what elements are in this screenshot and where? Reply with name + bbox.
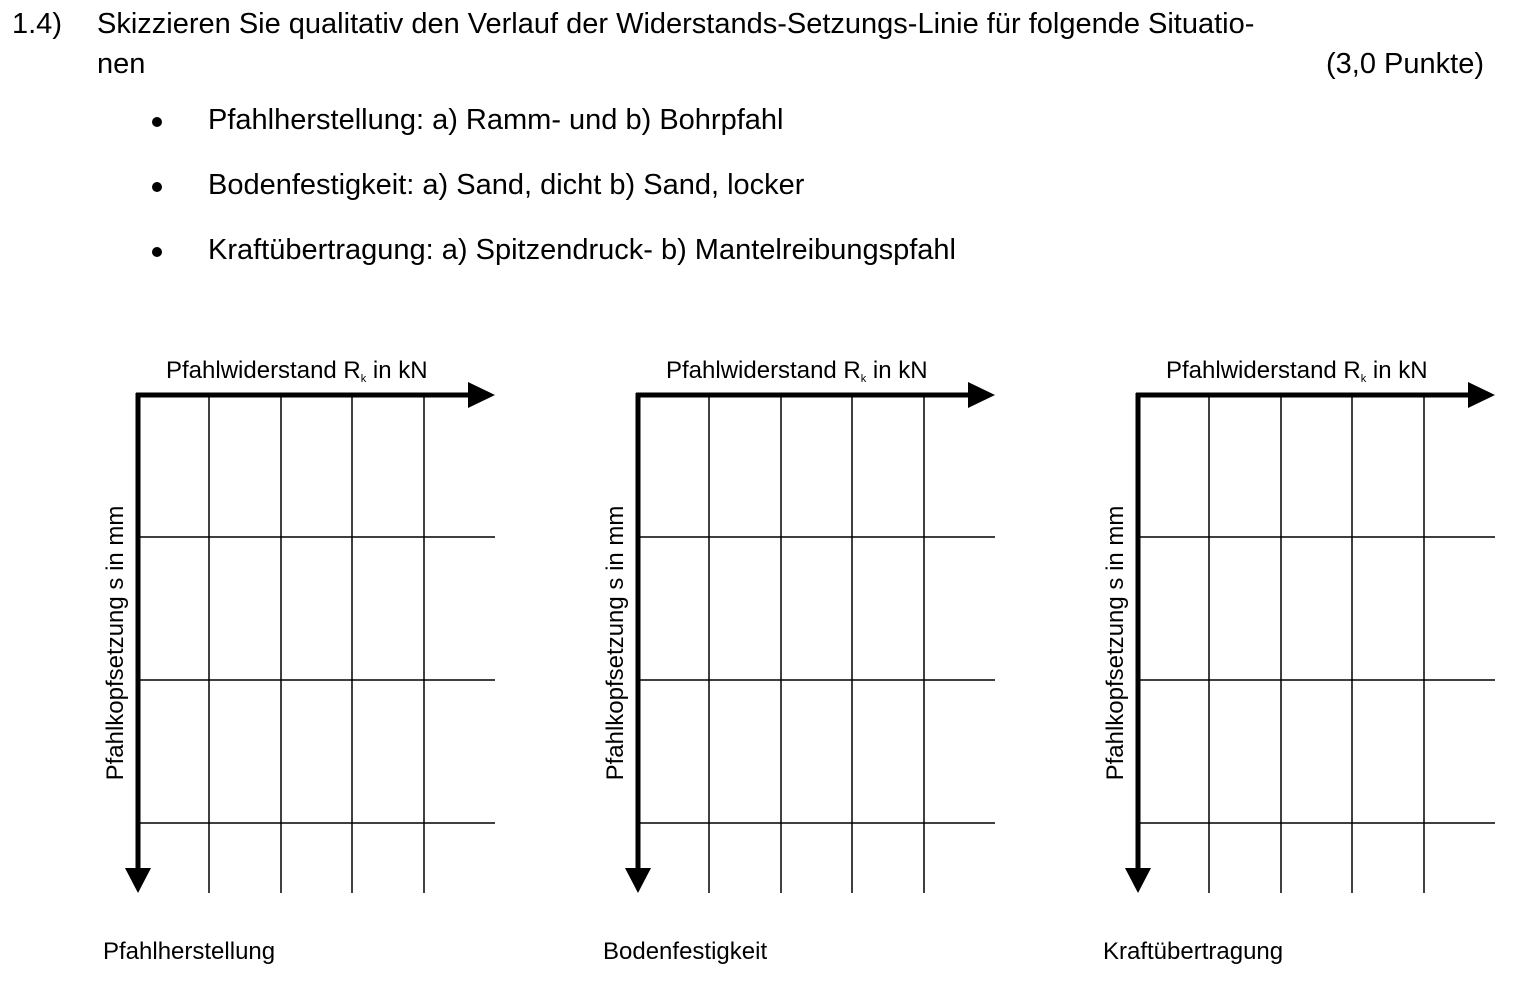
diagram-pfahlherstellung xyxy=(102,357,495,965)
x-axis-arrow-icon xyxy=(468,382,495,408)
y-axis-label: Pfahlkopfsetzung s in mm xyxy=(602,505,629,781)
situation-item-label: Kraftübertragung: a) Spitzendruck- b) Mantelreibungspfahl xyxy=(208,234,956,266)
y-axis-arrow-icon xyxy=(125,868,151,893)
x-axis-arrow-icon xyxy=(1468,382,1495,408)
question-line-1: Skizzieren Sie qualitativ den Verlauf der Widerstands-Setzungs-Linie für folgende Situatio- xyxy=(97,8,1255,40)
question-number: 1.4) xyxy=(12,8,62,40)
y-axis-label: Pfahlkopfsetzung s in mm xyxy=(1102,505,1129,781)
question-points: (3,0 Punkte) xyxy=(1326,48,1484,80)
grid xyxy=(138,395,495,893)
question-line-2: nen xyxy=(97,48,146,80)
grid xyxy=(638,395,995,893)
x-axis-arrow-icon xyxy=(968,382,995,408)
situation-item-label: Pfahlherstellung: a) Ramm- und b) Bohrpfahl xyxy=(208,104,784,136)
grid xyxy=(1138,395,1495,893)
diagram-kraftuebertragung xyxy=(1102,357,1495,965)
x-axis-label: Pfahlwiderstand Rk in kN xyxy=(166,357,428,385)
y-axis-arrow-icon xyxy=(625,868,651,893)
y-axis-arrow-icon xyxy=(1125,868,1151,893)
diagram-caption: Kraftübertragung xyxy=(1103,938,1284,965)
x-axis-label: Pfahlwiderstand Rk in kN xyxy=(666,357,928,385)
diagram-bodenfestigkeit xyxy=(602,357,995,965)
diagram-caption: Bodenfestigkeit xyxy=(603,938,768,965)
situation-item-label: Bodenfestigkeit: a) Sand, dicht b) Sand, locker xyxy=(208,169,805,201)
diagram-caption: Pfahlherstellung xyxy=(103,938,276,965)
x-axis-label: Pfahlwiderstand Rk in kN xyxy=(1166,357,1428,385)
y-axis-label: Pfahlkopfsetzung s in mm xyxy=(102,505,129,781)
